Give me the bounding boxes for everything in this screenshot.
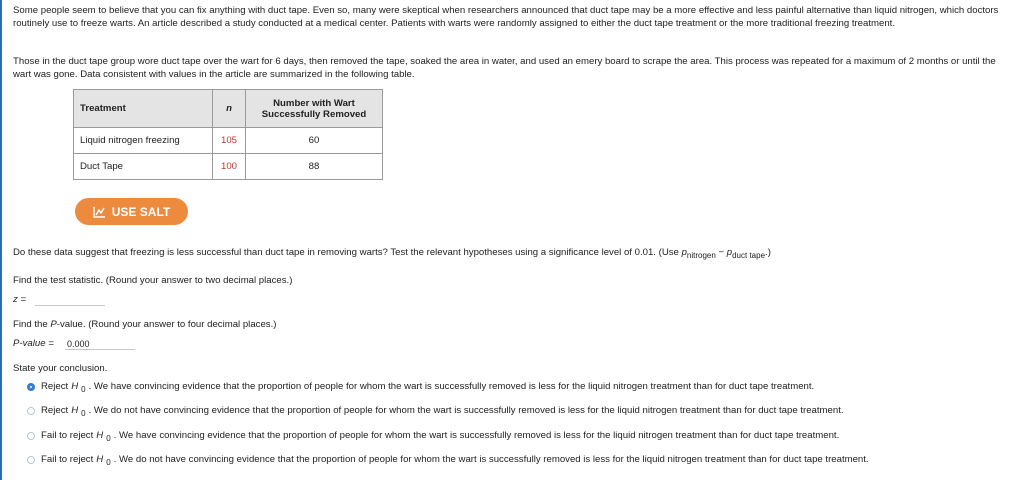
data-table — [73, 89, 383, 180]
test-statistic-prompt: Find the test statistic. (Round your answer to two decimal places.) — [13, 275, 293, 286]
conclusion-option[interactable]: Reject H 0 . We do not have convincing evidence that the proportion of people for whom the wart is successfully removed is less for the liquid nitrogen treatment than for duct tape treatment. — [27, 405, 844, 416]
cell-treatment: Liquid nitrogen freezing — [74, 128, 213, 154]
left-edge-bar — [0, 0, 2, 480]
table-row — [74, 128, 383, 154]
z-input[interactable] — [35, 294, 105, 306]
z-label: z = — [13, 294, 27, 305]
conclusion-option[interactable]: Reject H 0 . We have convincing evidence that the proportion of people for whom the wart is successfully removed is less for the liquid nitrogen treatment than for duct tape treatment. — [27, 381, 814, 392]
header-removed: Number with Wart Successfully Removed — [246, 90, 383, 128]
cell-n: 100 — [213, 154, 246, 180]
question-text: Do these data suggest that freezing is less successful than duct tape in removing warts? Test the relevant hypotheses using a significance level of 0.01. (Use $p_{nitrogen} - p_{duct tape}$.) — [13, 247, 771, 260]
conclusion-prompt: State your conclusion. — [13, 363, 108, 374]
table-row — [74, 154, 383, 180]
use-salt-button[interactable] — [75, 198, 188, 225]
conclusion-option[interactable]: Fail to reject H 0 . We have convincing evidence that the proportion of people for whom the wart is successfully removed is less for the liquid nitrogen treatment than for duct tape treatment. — [27, 430, 839, 441]
radio-button[interactable] — [27, 383, 35, 391]
cell-n: 105 — [213, 128, 246, 154]
salt-chart-icon — [93, 206, 106, 218]
cell-removed: 88 — [246, 154, 383, 180]
radio-button[interactable] — [27, 456, 35, 464]
use-salt-label: USE SALT — [111, 204, 171, 219]
cell-removed: 60 — [246, 128, 383, 154]
table-header-row — [74, 90, 383, 128]
p-value-input[interactable] — [65, 338, 135, 350]
p-value-prompt: Find the P-value. (Round your answer to four decimal places.) — [13, 319, 277, 330]
p-value-label: P-value = — [13, 338, 54, 349]
cell-treatment: Duct Tape — [74, 154, 213, 180]
conclusion-option[interactable]: Fail to reject H 0 . We do not have convincing evidence that the proportion of people for whom the wart is successfully removed is less for the liquid nitrogen treatment than for duct tape treatment. — [27, 454, 869, 465]
radio-button[interactable] — [27, 432, 35, 440]
header-treatment: Treatment — [74, 90, 213, 128]
radio-button[interactable] — [27, 407, 35, 415]
intro-paragraph-2: Those in the duct tape group wore duct tape over the wart for 6 days, then removed the tape, soaked the area in water, and used an emery board to scrape the area. This process was repeated for a maximum of 2 months or until the wart was gone. Data consistent with values in the article are summarized in the following table. — [13, 56, 996, 81]
header-n: n — [213, 90, 246, 128]
intro-paragraph-1: Some people seem to believe that you can fix anything with duct tape. Even so, many were skeptical when researchers announced that duct tape may be a more effective and less painful alternative than liquid nitrogen, which doctors routinely use to freeze warts. An article described a study conducted at a medical center. Patients with warts were randomly assigned to either the duct tape treatment or the more traditional freezing treatment. — [13, 5, 999, 30]
